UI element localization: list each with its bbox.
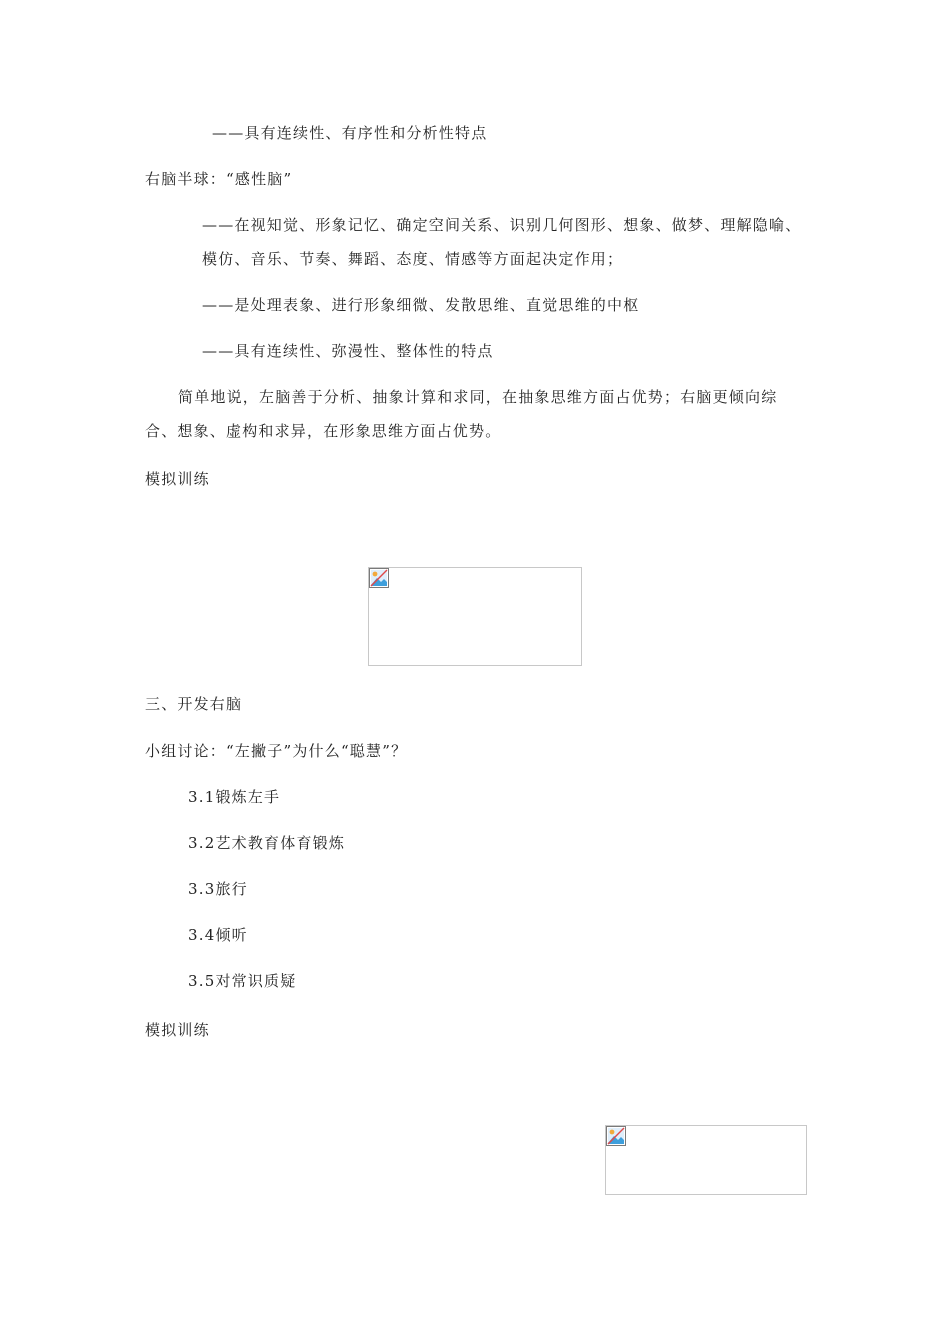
image-placeholder-2 — [605, 1125, 807, 1195]
broken-image-icon — [606, 1126, 626, 1146]
summary-line-2: 合、想象、虚构和求异，在形象思维方面占优势。 — [145, 422, 502, 440]
right-brain-feature-line: ——具有连续性、弥漫性、整体性的特点 — [202, 342, 494, 360]
broken-image-icon — [369, 568, 389, 588]
section-three-heading: 三、开发右脑 — [145, 695, 243, 713]
image-placeholder-1 — [368, 567, 582, 666]
item-3-3: 3.3旅行 — [188, 880, 248, 898]
item-3-2: 3.2艺术教育体育锻炼 — [188, 834, 346, 852]
item-3-1: 3.1锻炼左手 — [188, 788, 281, 806]
right-brain-heading: 右脑半球：“感性脑” — [145, 170, 293, 188]
group-discussion-line: 小组讨论：“左撇子”为什么“聪慧”？ — [145, 742, 408, 760]
right-brain-function-line-2: 模仿、音乐、节奏、舞蹈、态度、情感等方面起决定作用； — [202, 250, 624, 268]
item-3-4: 3.4倾听 — [188, 926, 248, 944]
training-heading-1: 模拟训练 — [145, 470, 210, 488]
item-3-5: 3.5对常识质疑 — [188, 972, 297, 990]
training-heading-2: 模拟训练 — [145, 1021, 210, 1039]
left-brain-feature-line: ——具有连续性、有序性和分析性特点 — [212, 124, 488, 142]
right-brain-function-line-1: ——在视知觉、形象记忆、确定空间关系、识别几何图形、想象、做梦、理解隐喻、 — [202, 216, 802, 234]
right-brain-center-line: ——是处理表象、进行形象细微、发散思维、直觉思维的中枢 — [202, 296, 640, 314]
summary-line-1: 简单地说，左脑善于分析、抽象计算和求同，在抽象思维方面占优势；右脑更倾向综 — [178, 388, 778, 406]
